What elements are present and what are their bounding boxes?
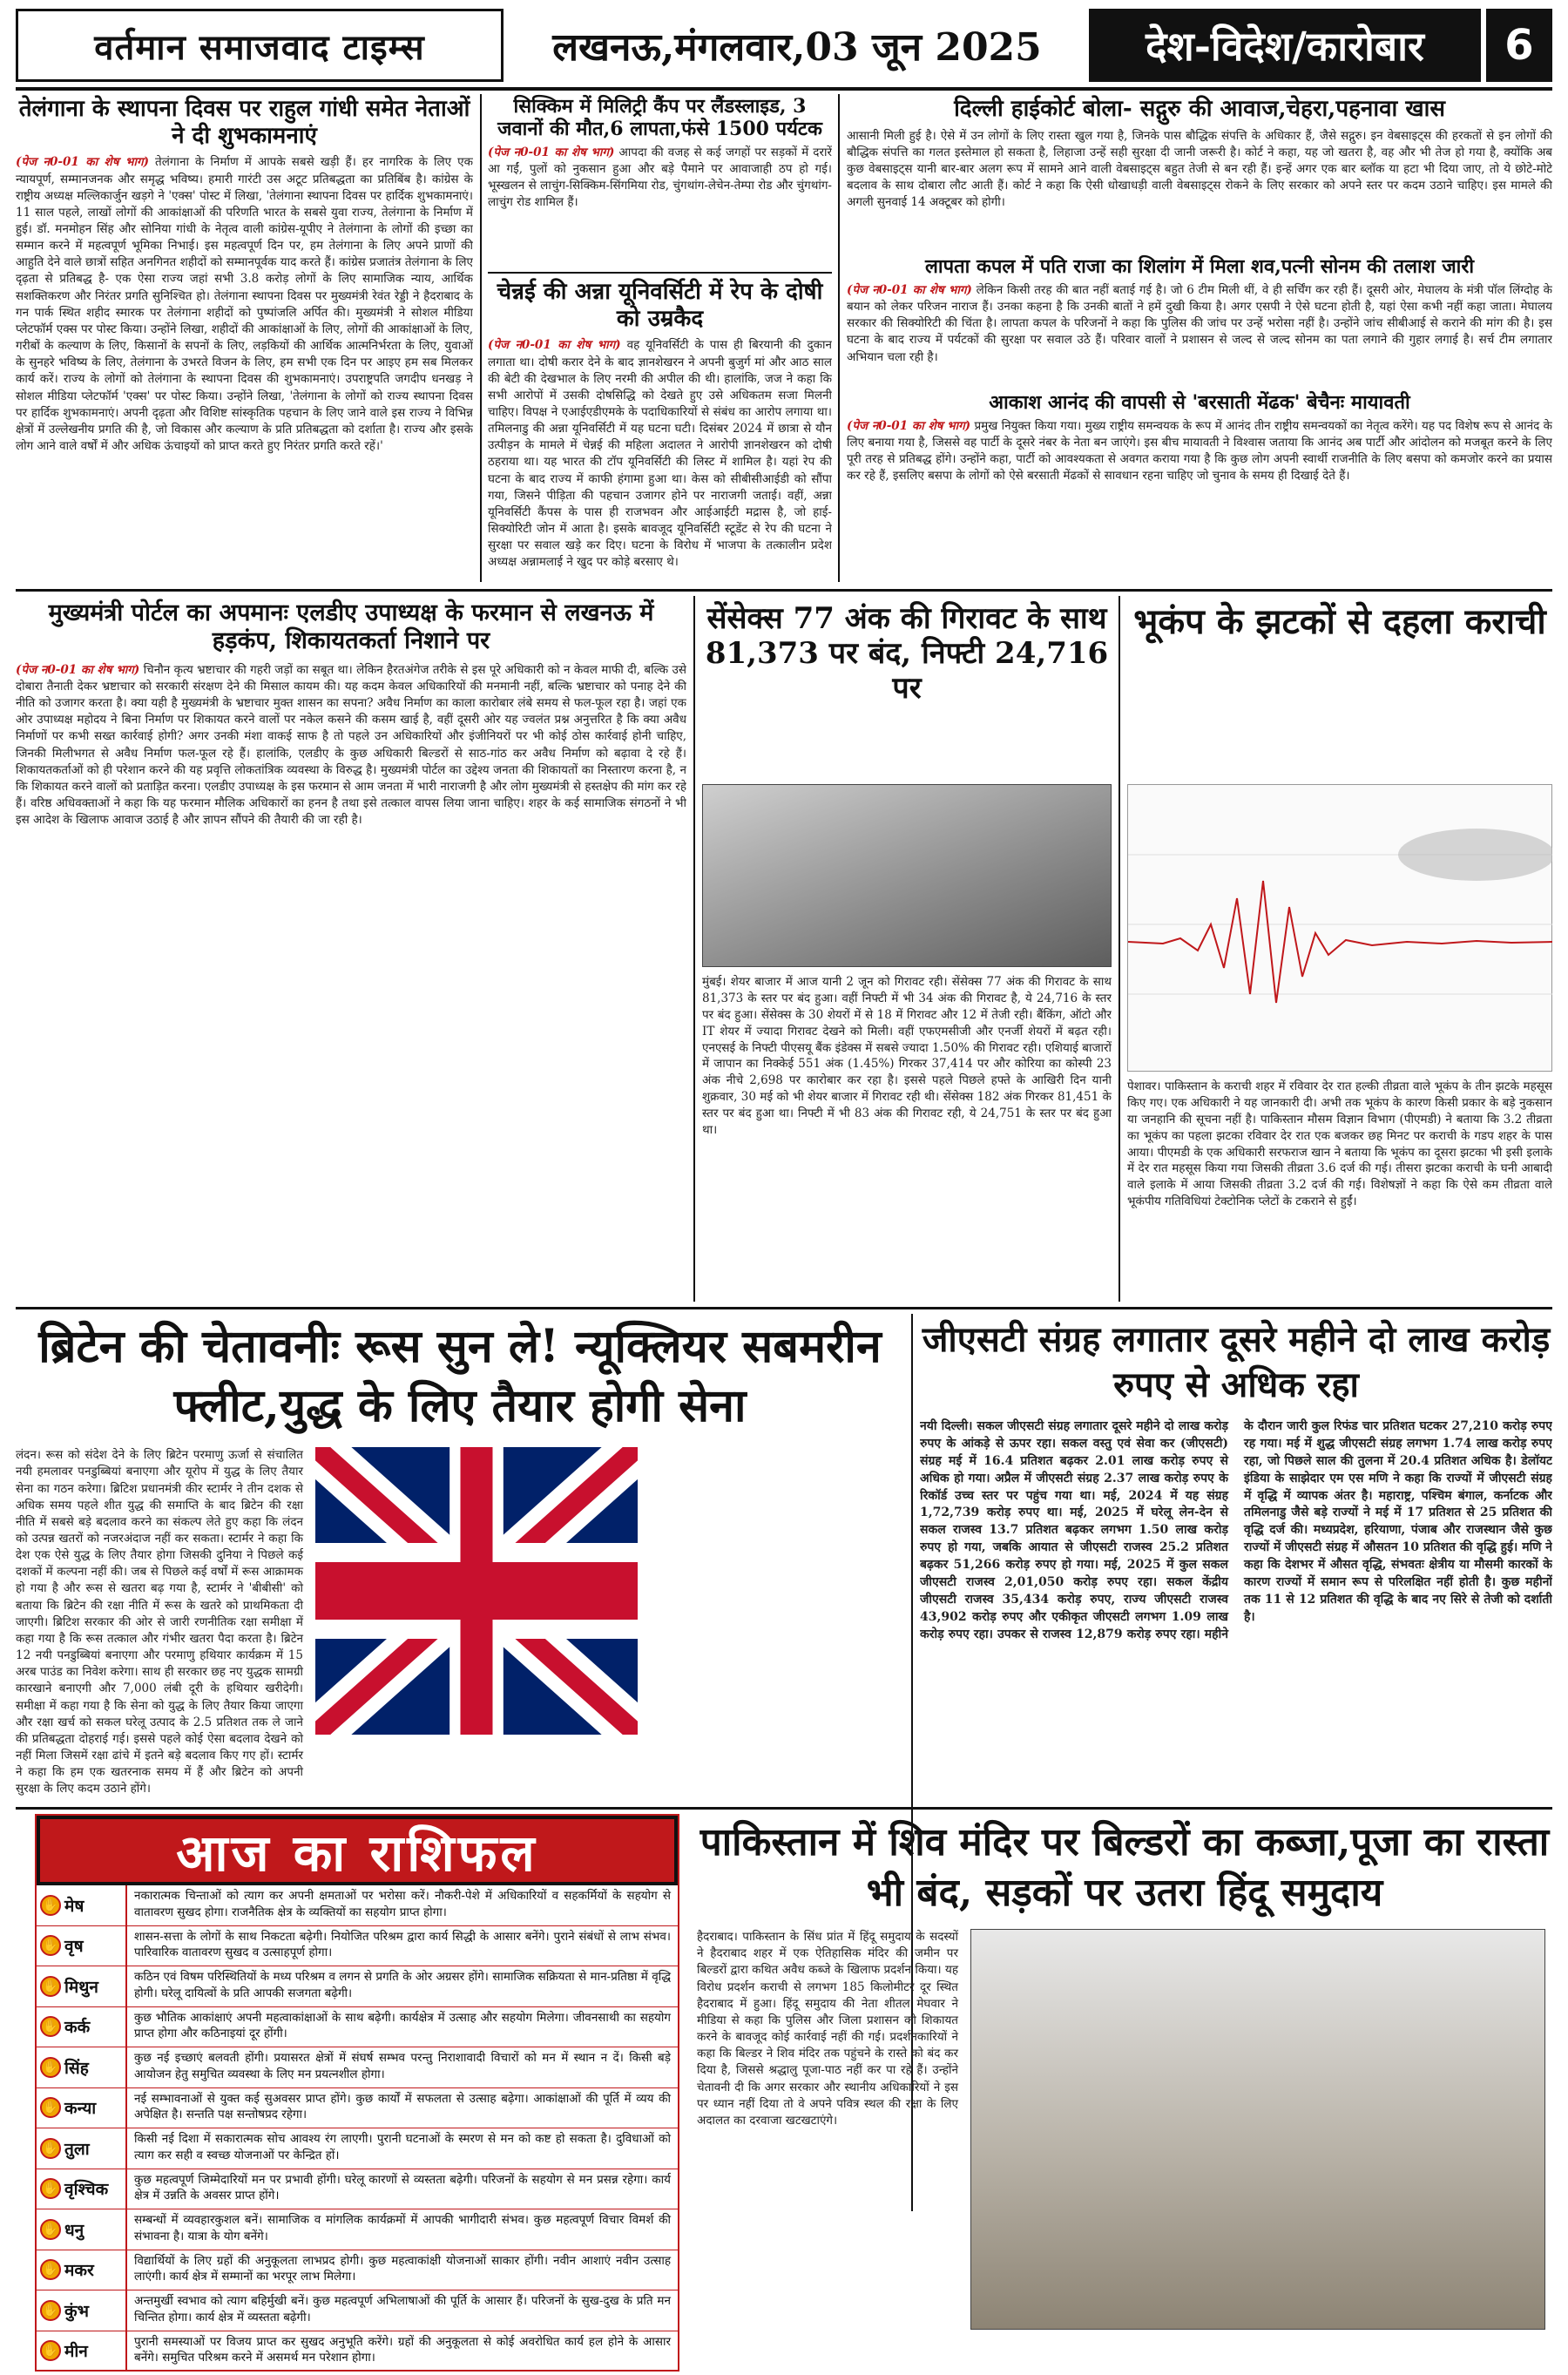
- rashi-sign: [37, 2128, 127, 2169]
- rashi-sign-icon: ✋: [40, 1976, 61, 1997]
- headline-karachi: भूकंप के झटकों से दहला कराची: [1133, 601, 1546, 642]
- continued-tag: (पेज न0-01 का शेष भाग): [847, 282, 972, 297]
- body-sikkim-text: आपदा की वजह से कई जगहों पर सड़कों में दरारें आ गईं, पुलों को नुकसान हुआ और बड़े पैमाने पर आवाजाही ठप हो गई। भूस्खलन से लाचुंग-सिक्किम-सिंगमिया रोड, चुंगथांग-लेचेन-तेम्पा रोड और चुंगथांग-लाचुंग रोड शामिल हैं।: [488, 145, 832, 210]
- rashi-row: [37, 2007, 678, 2048]
- rashi-sign-name: मेष: [64, 1896, 84, 1916]
- rashi-sign-icon: ✋: [40, 2138, 61, 2159]
- rashi-row: [37, 2250, 678, 2291]
- rashi-row: [37, 2047, 678, 2088]
- rashi-sign-name: धनु: [64, 2220, 84, 2240]
- headline-delhi-hc: दिल्ली हाईकोर्ट बोला- सद्गुरु की आवाज,चेहरा,पहनावा खास: [954, 96, 1445, 122]
- continued-tag: (पेज न0-01 का शेष भाग): [16, 155, 149, 170]
- column-divider: [693, 596, 695, 1302]
- body-telangana-text: तेलंगाना के निर्माण में आपके सबसे खड़ी हैं। हर नागरिक के लिए एक न्यायपूर्ण, सम्मानजनक और समृद्ध भविष्य। हमारी गारंटी उस अटूट प्रतिबद्धता का प्रतिबिंब है। कांग्रेस के राष्ट्रीय अध्यक्ष मल्लिकार्जुन खड़गे ने 'एक्स' पोस्ट में लिखा, 'तेलंगाना स्थापना दिवस पर हार्दिक शुभकामनाएं। 11 साल पहले, लाखों लोगों की आकांक्षाओं की परिणति भारत के सबसे युवा राज्य, तेलंगाना के निर्माण में हुई। डॉ. मनमोहन सिंह और सोनिया गांधी के नेतृत्व वाली कांग्रेस-यूपीए ने तेलंगाना के लोगों की इच्छा का सम्मान करने में महत्वपूर्ण भूमिका निभाई। इस महत्वपूर्ण दिन पर, हम तेलंगाना के लिए अपने प्राणों की आहुति देने वाले छात्रों सहित अनगिनत शहीदों को सम्मानपूर्वक याद करते हैं। कांग्रेस प्रजातंत्र तेलंगाना के लिए दृढ़ता से प्रतिबद्ध है- एक ऐसा राज्य जहां सभी 3.8 करोड़ लोगों के लिए सामाजिक न्याय, आर्थिक सशक्तिकरण और निरंतर प्रगति सुनिश्चित हो। तेलंगाना स्थापना दिवस पर मुख्यमंत्री रेवंत रेड्डी ने हैदराबाद के गन पार्क स्थित शहीद स्मारक पर तेलंगाना शहीदों को पुष्पांजलि अर्पित की। मुख्यमंत्री ने सोशल मीडिया प्लेटफॉर्म एक्स पर पोस्ट किया। उन्होंने लिखा, शहीदों की आकांक्षाओं के लिए, लोगों की आकांक्षाओं के लिए, गरीबों के कल्याण के लिए, किसानों के सपनों के लिए, लड़कियों की आर्थिक आत्मनिर्भरता के लिए, युवाओं के सुनहरे भविष्य के लिए, तेलंगाना के उभरते विजन के लिए, हम सभी एक दिन पर आइए हम सब मिलकर कार्य करें। राज्य के लोगों को तेलंगाना के स्थापना दिवस की शुभकामनाएं। उपराष्ट्रपति जगदीप धनखड़ ने सोशल मीडिया प्लेटफॉर्म 'एक्स' पर पोस्ट किया। उन्होंने लिखा, 'तेलंगाना के लोगों को राज्य स्थापना दिवस पर हार्दिक शुभकामनाएं। अपनी दृढ़ता और विशिष्ट सांस्कृतिक पहचान के लिए जाने वाले इस राज्य ने विभिन्न क्षेत्रों में उल्लेखनीय प्रगति की है, जो विकास और कल्याण के प्रति प्रतिबद्धता को दर्शाता है। राज्य और इसके लोग आने वाले वर्षों में और अधिक ऊंचाइयों को प्राप्त करते हुए निरंतर प्रगति करते रहें।': [16, 155, 473, 453]
- continued-tag: (पेज न0-01 का शेष भाग): [488, 145, 615, 159]
- rashi-sign: [37, 2250, 127, 2290]
- rashi-sign-icon: ✋: [40, 2016, 61, 2037]
- headline-lucknow: मुख्यमंत्री पोर्टल का अपमानः एलडीए उपाध्यक्ष के फरमान से लखनऊ में हड़कंप, शिकायतकर्ता निशाने पर: [48, 599, 654, 654]
- dateline: [514, 9, 1080, 82]
- article-sikkim: [488, 94, 832, 268]
- headline-gst: जीएसटी संग्रह लगातार दूसरे महीने दो लाख करोड़ रुपए से अधिक रहा: [922, 1319, 1551, 1405]
- rashi-prediction: कुछ महत्वपूर्ण जिम्मेदारियों मन पर प्रभावी होंगी। घरेलू कारणों से व्यस्तता बढ़ेगी। परिजनों के सहयोग से मन प्रसन्न रहेगा। कार्य क्षेत्र में उन्नति के अवसर प्राप्त होंगे।: [134, 2172, 671, 2203]
- continued-tag: (पेज न0-01 का शेष भाग): [847, 418, 971, 433]
- rashi-row: [37, 2128, 678, 2169]
- rashi-prediction: कुछ नई इच्छाएं बलवती होंगी। प्रयासरत क्षेत्रों में संघर्ष सम्भव परन्तु निराशावादी विचारों को मन में स्थान न दें। किसी बड़े आयोजन हेतु समुचित व्यवस्था के लिए मन प्रयत्नशील होगा।: [134, 2051, 671, 2081]
- rashi-prediction: कठिन एवं विषम परिस्थितियों के मध्य परिश्रम व लगन से प्रगति के ओर अग्रसर होंगे। सामाजिक सक्रियता से मान-प्रतिष्ठा में वृद्धि होगी। घरेलू दायित्वों के प्रति आपकी सजगता बढ़ेगी।: [134, 1970, 671, 2000]
- rashi-row: [37, 2088, 678, 2129]
- row-divider: [16, 589, 1552, 592]
- body-britain: लंदन। रूस को संदेश देने के लिए ब्रिटेन परमाणु ऊर्जा से संचालित नयी हमलावर पनडुब्बियां बनाएगा और यूरोप में युद्ध के लिए तैयार सेना का गठन करेगा। ब्रिटिश प्रधानमंत्री कीर स्टार्मर ने तीन दशक से अधिक समय पहले शीत युद्ध की समाप्ति के बाद ब्रिटेन की रक्षा नीति में सबसे बड़े बदलाव करने का संकल्प लेते हुए कहा कि लंदन को उत्पन्न खतरों को नजरअंदाज नहीं कर सकता। स्टार्मर ने कहा कि देश एक ऐसे युद्ध के लिए तैयार होगा जिसकी दुनिया ने पिछले कई दशकों में कल्पना नहीं की। जब से पिछले कई वर्षों में रूस आक्रामक हो गया है और रूस से खतरा बढ़ गया है, स्टार्मर ने 'बीबीसी' को बताया कि ब्रिटेन की रक्षा नीति में रूस के खतरे को प्राथमिकता दी जाएगी। ब्रिटिश सरकार की ओर से जारी रणनीतिक रक्षा समीक्षा में कहा गया है कि रूस तत्काल और गंभीर खतरा पैदा करता है। ब्रिटेन 12 नयी पनडुब्बियां बनाएगा और परमाणु हथियार कार्यक्रम में 15 अरब पाउंड का निवेश करेगा। साथ ही सरकार छह नए युद्धक सामग्री कारखाने बनाएगी और 7,000 लंबी दूरी के हथियार खरीदेगी। समीक्षा में कहा गया है कि सेना को युद्ध के लिए तैयार किया जाएगा और रक्षा खर्च को सकल घरेलू उत्पाद के 2.5 प्रतिशत तक ले जाने की प्रतिबद्धता दोहराई गई। इससे पहले कोई ऐसा बदलाव देखने को नहीं मिला जिसमें रक्षा ढांचे में इतने बड़े बदलाव किए गए हों। स्टार्मर ने कहा कि हम एक खतरनाक समय में हैं और ब्रिटेन को अपनी सुरक्षा के लिए कदम उठाने होंगे।: [16, 1448, 304, 1796]
- rashi-sign: [37, 2331, 127, 2372]
- headline-britain: ब्रिटेन की चेतावनीः रूस सुन ले! न्यूक्लियर सबमरीन फ्लीट,युद्ध के लिए तैयार होगी सेना: [38, 1320, 882, 1432]
- continued-tag: (पेज न0-01 का शेष भाग): [16, 662, 140, 677]
- rashifal-list: [37, 1885, 678, 2372]
- rashi-sign: [37, 2169, 127, 2209]
- rashi-sign: [37, 1966, 127, 2006]
- article-pakistan: [697, 1814, 1552, 2372]
- masthead-divider: [16, 87, 1552, 91]
- rashi-row: [37, 2169, 678, 2210]
- rashi-sign: [37, 1885, 127, 1925]
- rashi-sign-name: कुंभ: [64, 2301, 89, 2321]
- rashi-prediction: अन्तमुर्खी स्वभाव को त्याग बहिर्मुखी बनें। कुछ महत्वपूर्ण अभिलाषाओं की पूर्ति के आसार हैं। परिजनों के सुख-दुख के प्रति मन चिन्तित होगा। कार्य क्षेत्र में व्यस्तता बढ़ेगी।: [134, 2294, 671, 2324]
- dateline-text: लखनऊ,मंगलवार,03 जून 2025: [552, 25, 1042, 70]
- body-shillong: [847, 282, 1552, 366]
- section-divider: [488, 272, 832, 274]
- rashi-prediction: सम्बन्धों में व्यवहारकुशल बनें। सामाजिक व मांगलिक कार्यक्रमों में आपकी भागीदारी संभव। कुछ महत्वपूर्ण विचार विमर्श की संभावना है। यात्रा के योग बनेंगे।: [134, 2213, 671, 2243]
- rashi-sign-icon: ✋: [40, 2340, 61, 2361]
- rashi-sign: [37, 2007, 127, 2047]
- rashi-sign-name: वृश्चिक: [64, 2180, 109, 2200]
- rashifal-header: [37, 1816, 678, 1885]
- rashi-row: [37, 1885, 678, 1926]
- rashi-sign: [37, 2047, 127, 2087]
- column-divider: [480, 94, 482, 582]
- rashi-prediction: नई सम्भावनाओं से युक्त कई सुअवसर प्राप्त होंगे। कुछ कार्यों में सफलता से उत्साह बढ़ेगा। आकांक्षाओं की पूर्ति में व्यय की अपेक्षित है। सन्तति पक्ष सन्तोषप्रद रहेगा।: [134, 2091, 671, 2122]
- body-lucknow: [16, 662, 686, 829]
- article-delhi-hc: [847, 94, 1552, 251]
- rashi-row: [37, 1926, 678, 1967]
- rashi-sign-name: कन्या: [64, 2099, 97, 2119]
- body-sikkim: [488, 145, 832, 212]
- page-number-text: 6: [1504, 21, 1534, 70]
- body-lucknow-text: चिनौन कृत्य भ्रष्टाचार की गहरी जड़ों का सबूत था। लेकिन हैरतअंगेज तरीके से इस पूरे अधिकारी को न केवल माफी दी, बल्कि उसे दोबारा तैनाती देकर भ्रष्टाचार को सरकारी संरक्षण देने की मिसाल कायम की। यह कदम केवल अधिकारियों की मनमानी नहीं, बल्कि भ्रष्टाचार को पनाह देने की नीति को उजागर करता है। क्या यही है मुख्यमंत्री के भ्रष्टाचार मुक्त शासन का सपना? अवैध निर्माण का काला कारोबार लंबे समय से फल-फूल रहा है। जहां एक ओर उपाध्यक्ष महोदय ने बिना निर्माण पर शिकायत करने वालों पर नकेल कसने की कसम खाई है, वहीं दूसरी ओर यह ज्वलंत प्रश्न अनुत्तरित है कि क्या अवैध निर्माणों पर कभी सख्त कार्रवाई होगी? अगर उनकी मंशा वाकई साफ है तो पहले उन अधिकारियों और इंजीनियरों पर भी कोई ठोस कार्रवाई होनी चाहिए, जिनकी मिलीभगत से अवैध निर्माण फल-फूल रहे हैं। हालांकि, एलडीए के कुछ अधिकारी बिल्डरों से साठ-गांठ कर अवैध निर्माण को बढ़ावा दे रहे हैं। शिकायतकर्ताओं को ही परेशान करने की यह प्रवृत्ति लोकतांत्रिक व्यवस्था के विरुद्ध है। मुख्यमंत्री पोर्टल का उद्देश्य जनता की शिकायतों का निस्तारण करना है, न कि शिकायत करने वालों को प्रताड़ित करना। एलडीए उपाध्यक्ष के इस फरमान से आम जनता में भारी नाराजगी है और लोग मुख्यमंत्री से हस्तक्षेप की मांग कर रहे हैं। वरिष्ठ अधिवक्ताओं ने कहा कि यह फरमान मौलिक अधिकारों का हनन है तथा इसे तत्काल वापस लिया जाना चाहिए। शहर के कई सामाजिक संगठनों ने भी इस आदेश के खिलाफ आवाज उठाई है और ज्ञापन सौंपने की तैयारी की जा रही है।: [16, 662, 686, 828]
- body-delhi-hc: आसानी मिली हुई है। ऐसे में उन लोगों के लिए रास्ता खुल गया है, जिनके पास बौद्धिक संपत्ति के अधिकार हैं, जैसे सद्गुरु। इन वेबसाइट्स की हरकतों से इन लोगों की बौद्धिक संपत्ति का गलत इस्तेमाल हो सकता है, लिहाजा उन्हें सही सुरक्षा दी जानी जरूरी है। कोर्ट ने कहा, यह जो खतरा है, वह और भी तेज हो गया है, क्योंकि अब कुछ वेबसाइट्स यानी बार-बार अलग रूप में सामने आने वाली वेबसाइट्स बहुत तेजी से बन रही हैं। इन्हें अगर एक बार ब्लॉक या हटा भी दिया जाए, तो ये छोटे-मोटे बदलाव के साथ दोबारा लौट आती हैं। कोर्ट ने कहा कि ऐसी धोखाधड़ी वाली वेबसाइट्स रोकने के लिए सरकार को अपने स्तर पर कदम उठाने चाहिए। इस मामले की अगली सुनवाई 14 अक्टूबर को होगी।: [847, 128, 1552, 210]
- rashifal-box: [35, 1814, 679, 2372]
- rashi-sign-icon: ✋: [40, 2219, 61, 2240]
- rashi-sign-icon: ✋: [40, 2178, 61, 2199]
- union-jack-flag: [315, 1447, 638, 1735]
- brand-text: वर्तमान समाजवाद टाइम्स: [94, 26, 425, 68]
- continued-tag: (पेज न0-01 का शेष भाग): [488, 338, 621, 353]
- rashi-prediction: विद्यार्थियों के लिए ग्रहों की अनुकूलता लाभप्रद होगी। कुछ महत्वाकांक्षी योजनाओं साकार होंगी। नवीन आशाएं नवीन उत्साह लाएंगी। कार्य क्षेत्र में सम्मानों का भरपूर लाभ मिलेगा।: [134, 2253, 671, 2284]
- rashi-sign-icon: ✋: [40, 2057, 61, 2078]
- article-shillong: [847, 254, 1552, 385]
- article-karachi: [1127, 596, 1552, 1302]
- temple-photo: [970, 1929, 1545, 2330]
- stock-exchange-photo: [702, 784, 1112, 967]
- rashi-sign: [37, 1926, 127, 1966]
- body-gst: नयी दिल्ली। सकल जीएसटी संग्रह लगातार दूसरे महीने दो लाख करोड़ रुपए के आंकड़े से ऊपर रहा। सकल वस्तु एवं सेवा कर (जीएसटी) संग्रह मई में 16.4 प्रतिशत बढ़कर 2.01 लाख करोड़ रुपए से अधिक हो गया। अप्रैल में जीएसटी संग्रह 2.37 लाख करोड़ रुपए के रिकॉर्ड उच्च स्तर पर पहुंच गया था। मई, 2024 में यह संग्रह 1,72,739 करोड़ रुपए था। मई, 2025 में घरेलू लेन-देन से सकल राजस्व 13.7 प्रतिशत बढ़कर लगभग 1.50 लाख करोड़ रुपए हो गया, जबकि आयात से जीएसटी राजस्व 25.2 प्रतिशत बढ़कर 51,266 करोड़ रुपए हो गया। मई, 2025 में कुल सकल जीएसटी राजस्व 2,01,050 करोड़ रुपए रहा। सकल केंद्रीय जीएसटी राजस्व 35,434 करोड़ रुपए, राज्य जीएसटी राजस्व 43,902 करोड़ रुपए और एकीकृत जीएसटी लगभग 1.09 लाख करोड़ रुपए रहा। उपकर से राजस्व 12,879 करोड़ रुपए रहा। महीने के दौरान जारी कुल रिफंड चार प्रतिशत घटकर 27,210 करोड़ रुपए रह गया। मई में शुद्ध जीएसटी संग्रह लगभग 1.74 लाख करोड़ रुपए रहा, जो पिछले साल की तुलना में 20.4 प्रतिशत अधिक है। डेलॉयट इंडिया के साझेदार एम एस मणि ने कहा कि राज्यों में जीएसटी संग्रह में वृद्धि में व्यापक अंतर है। महाराष्ट्र, पश्चिम बंगाल, कर्नाटक और तमिलनाडु जैसे बड़े राज्यों ने मई में 17 प्रतिशत से 25 प्रतिशत की वृद्धि दर्ज की। मध्यप्रदेश, हरियाणा, पंजाब और राजस्थान जैसे कुछ राज्यों में जीएसटी संग्रह में औसतन 10 प्रतिशत की वृद्धि हुई। मणि ने कहा कि देशभर में औसत वृद्धि, संभवतः क्षेत्रीय या मौसमी कारकों के कारण राज्यों में समान रूप से परिलक्षित नहीं होती है। कुछ महीनों तक 11 से 12 प्रतिशत की वृद्धि के बाद नए सिरे से तेजी को दर्शाती है।: [920, 1419, 1552, 1641]
- headline-chennai: चेन्नई की अन्ना यूनिवर्सिटी में रेप के दोषी को उम्रकैद: [497, 279, 823, 332]
- column-divider: [1119, 596, 1120, 1302]
- rashi-sign-name: मीन: [64, 2342, 88, 2362]
- seismograph-image: [1127, 784, 1552, 1072]
- column-divider: [838, 94, 840, 582]
- headline-telangana: तेलंगाना के स्थापना दिवस पर राहुल गांधी समेत नेताओं ने दी शुभकामनाएं: [18, 96, 470, 149]
- rashi-row: [37, 2331, 678, 2372]
- rashi-sign: [37, 2290, 127, 2331]
- rashi-sign-name: कर्क: [64, 2018, 91, 2038]
- caption-karachi: पेशावर। पाकिस्तान के कराची शहर में रविवार देर रात हल्की तीव्रता वाले भूकंप के तीन झटके महसूस किए गए। एक अधिकारी ने यह जानकारी दी। अभी तक भूकंप के कारण किसी प्रकार के बड़े नुकसान या जनहानि की सूचना नहीं है। पाकिस्तान मौसम विज्ञान विभाग (पीएमडी) ने बताया कि 3.2 तीव्रता का भूकंप का पहला झटका रविवार देर रात एक बजकर छह मिनट पर कराची के गडप शहर के पास आया। पीएमडी के एक अधिकारी सरफराज खान ने बताया कि भूकंप का दूसरा झटका भी इसी इलाके में देर रात महसूस किया गया जिसकी तीव्रता 3.6 दर्ज की गई। तीसरा झटका कराची के घनी आबादी वाले इलाके में आया जिसकी तीव्रता 3.2 दर्ज की गई। विशेषज्ञों ने कहा कि ऐसे कम तीव्रता वाले भूकंपीय गतिविधियां टेक्टोनिक प्लेटों के टकराने से हुईं।: [1127, 1079, 1552, 1209]
- article-lucknow: [16, 596, 686, 1302]
- row-divider: [16, 1807, 1552, 1810]
- section-label: [1089, 9, 1481, 82]
- rashi-sign: [37, 2209, 127, 2250]
- body-chennai: [488, 337, 832, 571]
- rashi-prediction: पुरानी समस्याओं पर विजय प्राप्त कर सुखद अनुभूति करेंगे। ग्रहों की अनुकूलता से कोई अवरोधित कार्य हल होने के आसार बनेंगे। समुचित परिश्रम करने में असमर्थ मन परेशान होगा।: [134, 2334, 671, 2365]
- seismograph-icon: [1128, 785, 1552, 1072]
- body-akash-anand-text: प्रमुख नियुक्त किया गया। मुख्य राष्ट्रीय समन्वयक के रूप में आनंद तीन राष्ट्रीय समन्वयकों का नेतृत्व करेंगे। यह पद विशेष रूप से आनंद के लिए बनाया गया है, जिससे वह पार्टी के दूसरे नंबर के नेता बन जाएंगे। इस बीच मायावती ने विश्वास जताया कि आनंद अब पार्टी और आंदोलन को मजबूत करने के लिए पूरी तरह से प्रतिबद्ध होंगे। उन्होंने कहा, पार्टी को आवश्यकता से अवगत कराया गया है कि कुछ लोग अपनी स्वार्थी राजनीति के लिए बसपा को कमजोर करने का प्रयास कर रहे हैं, इसलिए बसपा के लोगों को ऐसे बरसाती मेंढकों से सावधान रहना चाहिए जो चुनाव के समय ही दिखाई देते हैं।: [847, 418, 1552, 484]
- rashi-sign-icon: ✋: [40, 1895, 61, 1916]
- body-akash-anand: [847, 418, 1552, 485]
- rashi-prediction: नकारात्मक चिन्ताओं को त्याग कर अपनी क्षमताओं पर भरोसा करें। नौकरी-पेशे में अधिकारियों व सहकर्मियों के सहयोग से वातावरण सुखद होगा। राजनैतिक क्षेत्र के व्यक्तियों का सहयोग प्राप्त होगा।: [134, 1889, 671, 1919]
- headline-pakistan: पाकिस्तान में शिव मंदिर पर बिल्डरों का कब्जा,पूजा का रास्ता भी बंद, सड़कों पर उतरा हिंदू समुदाय: [700, 1820, 1550, 1916]
- body-chennai-text: वह यूनिवर्सिटी के पास ही बिरयानी की दुकान लगाता था। दोषी करार देने के बाद ज्ञानशेखरन ने अपनी बुजुर्ग मां और आठ साल की बेटी की देखभाल के लिए नरमी की अपील की थी। हालांकि, जज ने कहा कि सभी आरोपों में उसकी दोषसिद्धि को देखते हुए उसे अधिकतम सजा मिलनी चाहिए। विपक्ष ने एआईएडीएमके के पदाधिकारियों से संबंध का आरोप लगाया था। तमिलनाडु की अन्ना यूनिवर्सिटी में यह घटना घटी। दिसंबर 2024 में छात्रा से यौन उत्पीड़न के मामले में चेन्नई की महिला अदालत ने आरोपी ज्ञानशेखरन को दोषी ठहराया था। यह भारत की टॉप यूनिवर्सिटी की लिस्ट में शामिल है। यहां रेप की घटना के बाद राज्य में काफी हंगामा हुआ था। केस को सीबीसीआईडी को सौंपा गया, जिसने पीड़िता की पहचान उजागर होने पर नाराजगी जताई। वहीं, अन्ना यूनिवर्सिटी कैंपस के पास ही राजभवन और आईआईटी मद्रास है, जो हाई-सिक्योरिटी जोन में आता है। इसके बावजूद यूनिवर्सिटी स्टूडेंट से रेप की घटना ने सुरक्षा पर सवाल खड़े कर दिए। घटना के विरोध में भाजपा के तत्कालीन प्रदेश अध्यक्ष अन्नामलाई ने खुद पर कोड़े बरसाए थे।: [488, 338, 832, 570]
- rashi-row: [37, 1966, 678, 2007]
- rashi-sign-icon: ✋: [40, 1935, 61, 1956]
- rashi-prediction: कुछ भौतिक आकांक्षाएं अपनी महत्वाकांक्षाओं के साथ बढ़ेगी। कार्यक्षेत्र में उत्साह और सहयोग मिलेगा। जीवनसाथी का सहयोग प्राप्त होगा और कठिनाइयां दूर होंगी।: [134, 2010, 671, 2041]
- headline-sensex: सेंसेक्स 77 अंक की गिरावट के साथ 81,373 पर बंद, निफ्टी 24,716 पर: [705, 601, 1109, 707]
- rashi-sign-icon: ✋: [40, 2097, 61, 2118]
- rashifal-title: आज का राशिफल: [176, 1823, 538, 1883]
- body-pakistan: हैदराबाद। पाकिस्तान के सिंध प्रांत में हिंदू समुदाय के सदस्यों ने हैदराबाद शहर में एक ऐतिहासिक मंदिर की जमीन पर बिल्डरों द्वारा कथित अवैध कब्जे के खिलाफ प्रदर्शन किया। यह विरोध प्रदर्शन कराची से लगभग 185 किलोमीटर दूर स्थित हैदराबाद में हुआ। हिंदू समुदाय की नेता शीतल मेघवार ने मीडिया से कहा कि पुलिस और जिला प्रशासन को शिकायत करने के बावजूद कोई कार्रवाई नहीं की गई। प्रदर्शनकारियों ने कहा कि बिल्डर ने शिव मंदिर तक पहुंचने के रास्ते को बंद कर दिया है, जिससे श्रद्धालु पूजा-पाठ नहीं कर पा रहे हैं। उन्होंने चेतावनी दी कि अगर सरकार और स्थानीय अधिकारियों ने इस पर ध्यान नहीं दिया तो वे अपने पवित्र स्थल की रक्षा के लिए अदालत का दरवाजा खटखटाएंगे।: [697, 1930, 958, 2128]
- body-telangana: [16, 154, 473, 455]
- article-sensex: [702, 596, 1112, 1302]
- headline-akash-anand: आकाश आनंद की वापसी से 'बरसाती मेंढक' बेचैनः मायावती: [989, 391, 1410, 414]
- newspaper-brand: [16, 9, 504, 82]
- article-chennai: [488, 277, 832, 582]
- headline-sikkim: सिक्किम में मिलिट्री कैंप पर लैंडस्लाइड, 3 जवानों की मौत,6 लापता,फंसे 1500 पर्यटक: [497, 95, 822, 140]
- rashi-sign-name: मिथुन: [64, 1977, 98, 1997]
- rashi-sign-name: तुला: [64, 2139, 90, 2159]
- union-jack-icon: [315, 1447, 638, 1735]
- article-gst: [920, 1314, 1552, 1802]
- article-akash-anand: [847, 390, 1552, 582]
- rashi-sign: [37, 2088, 127, 2128]
- section-text: देश-विदेश/कारोबार: [1146, 23, 1424, 70]
- body-shillong-text: लेकिन किसी तरह की बात नहीं बताई गई है। जो 6 टीम मिली थीं, वे ही सर्चिंग कर रही हैं। दूसरी ओर, मेघालय के मंत्री पॉल लिंग्दोह के बयान को लेकर परिजन नाराज हैं। उनका कहना है कि उनकी बातों ने हमें दुखी किया है। अगर एसपी ने ऐसे घटना होती है, यहां ऐसा कभी नहीं कहा जाता। मेघालय सरकार की सिक्योरिटी की चिंता है। लापता कपल के परिजनों ने कहा कि पुलिस की जांच पर उन्हें भरोसा नहीं है। उन्होंने जांच सीबीआई से कराने की मांग की है। इस घटना के बाद राज्य में पर्यटकों की सुरक्षा पर सवाल उठे हैं। परिवार वालों ने प्रशासन से जल्द से जल्द सोनम का पता लगाने की गुहार लगाई है। सर्च टीम लगातार अभियान चला रही है।: [847, 282, 1552, 364]
- page-number: [1486, 9, 1552, 82]
- row-divider: [16, 1307, 1552, 1309]
- rashi-prediction: किसी नई दिशा में सकारात्मक सोच आवश्य रंग लाएगी। पुरानी घटनाओं के स्मरण से मन को कष्ट हो सकता है। दुविधाओं को त्याग कर सही व स्वच्छ योजनाओं पर केन्द्रित हों।: [134, 2132, 671, 2162]
- rashi-sign-icon: ✋: [40, 2300, 61, 2321]
- rashi-sign-name: वृष: [64, 1937, 84, 1957]
- article-telangana: [16, 94, 473, 586]
- rashi-prediction: शासन-सत्ता के लोगों के साथ निकटता बढ़ेगी। नियोजित परिश्रम द्वारा कार्य सिद्धी के आसार बनेंगे। पुराने संबंधों से लाभ संभव। पारिवारिक वातावरण सुखद व उत्साहपूर्ण होगा।: [134, 1929, 671, 1960]
- caption-sensex: मुंबई। शेयर बाजार में आज यानी 2 जून को गिरावट रही। सेंसेक्स 77 अंक की गिरावट के साथ 81,373 के स्तर पर बंद हुआ। वहीं निफ्टी में भी 34 अंक की गिरावट है, ये 24,716 के स्तर पर बंद हुआ। सेंसेक्स के 30 शेयरों में से 18 में गिरावट और 12 में तेजी रही। बैंकिंग, ऑटो और IT शेयर में ज्यादा गिरावट देखने को मिली। वहीं एफएमसीजी और एनर्जी शेयरों में बढ़त रही। एनएसई के निफ्टी पीएसयू बैंक इंडेक्स में सबसे ज्यादा 1.50% की गिरावट रही। एशियाई बाजारों में जापान का निक्केई 551 अंक (1.45%) गिरकर 37,414 पर और कोरिया का कोस्पी 23 अंक नीचे 2,698 पर कारोबार कर रहा है। इससे पहले पिछले हफ्ते के आखिरी दिन यानी शुक्रवार, 30 मई को भी शेयर बाजार में गिरावट रही थी। सेंसेक्स 182 अंक गिरकर 81,451 के स्तर पर बंद हुआ था। निफ्टी में भी 83 अंक की गिरावट रही, ये 24,751 के स्तर पर बंद हुआ था।: [702, 975, 1112, 1138]
- rashi-row: [37, 2290, 678, 2331]
- rashi-sign-name: सिंह: [64, 2058, 89, 2078]
- rashi-sign-icon: ✋: [40, 2259, 61, 2280]
- rashi-row: [37, 2209, 678, 2250]
- rashi-sign-name: मकर: [64, 2261, 94, 2281]
- headline-shillong: लापता कपल में पति राजा का शिलांग में मिला शव,पत्नी सोनम की तलाश जारी: [924, 255, 1475, 278]
